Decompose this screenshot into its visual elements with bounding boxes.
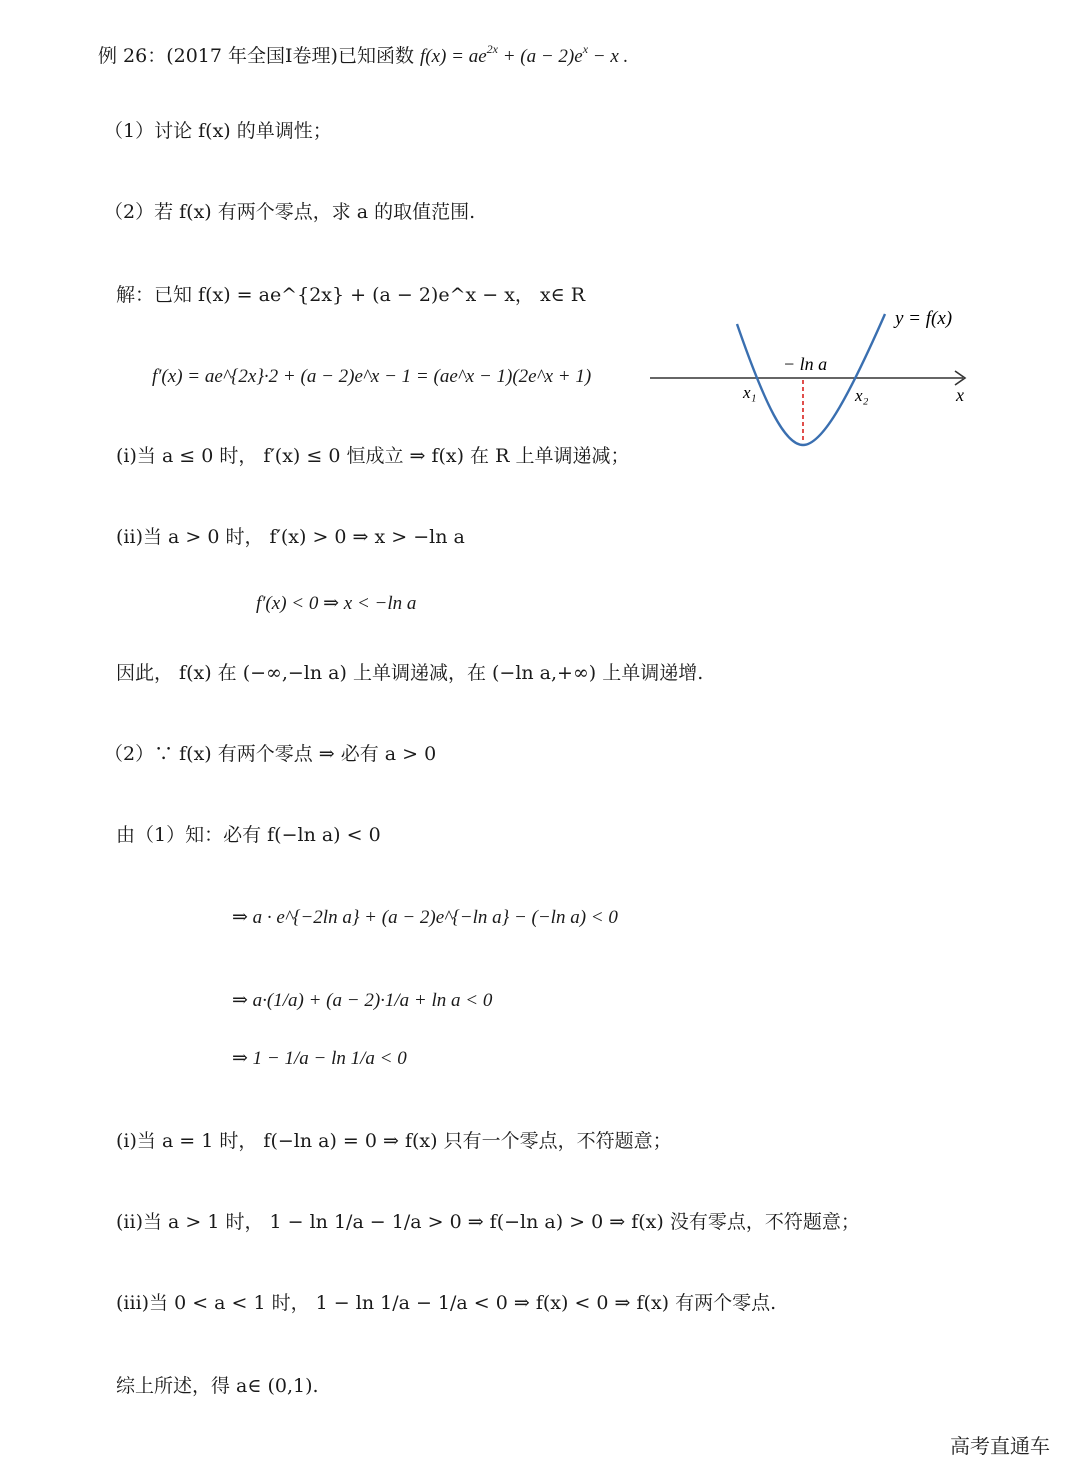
solution-intro: 解：已知 f(x) = ae^{2x} + (a − 2)e^x − x， x∈ R [116, 284, 586, 306]
x1-label: x₁ [743, 383, 757, 402]
watermark: 高考直通车 [950, 1434, 1050, 1458]
x2-label: x₂ [855, 386, 869, 405]
solution-step-1: ⇒ a · e^{−2ln a} + (a − 2)e^{−ln a} − (−ln a) < 0 [232, 907, 618, 928]
solution-from-1: 由（1）知：必有 f(−ln a) < 0 [116, 824, 381, 846]
solution-step-2: ⇒ a·(1/a) + (a − 2)·1/a + ln a < 0 [232, 990, 493, 1011]
solution-sub-ii: (ii)当 a > 1 时， 1 − ln 1/a − 1/a > 0 ⇒ f(−ln a) > 0 ⇒ f(x) 没有零点，不符题意； [116, 1211, 860, 1233]
solution-conclusion-1: 因此， f(x) 在 (−∞,−ln a) 上单调递减，在 (−ln a,+∞) 上单调递增. [116, 662, 704, 684]
solution-sub-i: (i)当 a = 1 时， f(−ln a) = 0 ⇒ f(x) 只有一个零点，不符题意； [116, 1130, 672, 1152]
function-graph [645, 300, 985, 460]
solution-step-3: ⇒ 1 − 1/a − ln 1/a < 0 [232, 1048, 407, 1069]
question-1: （1）讨论 f(x) 的单调性； [104, 120, 332, 142]
vertex-label: − ln a [783, 354, 828, 374]
curve-label: y = f(x) [895, 308, 953, 329]
example-formula-render: $f(x) = ae^{2x} + (a - 2)e^x - x$ . [420, 42, 629, 67]
example-prefix: 例 26：(2017 年全国Ⅰ卷理)已知函数 [98, 45, 414, 67]
solution-case-i: (i)当 a ≤ 0 时， f′(x) ≤ 0 恒成立 ⇒ f(x) 在 R 上单调递减； [116, 445, 630, 467]
example-header [98, 36, 628, 70]
solution-part2-start: （2）∵ f(x) 有两个零点 ⇒ 必有 a > 0 [104, 743, 437, 765]
solution-summary: 综上所述，得 a∈ (0,1). [116, 1375, 319, 1397]
solution-derivative: f′(x) = ae^{2x}·2 + (a − 2)e^x − 1 = (ae^x − 1)(2e^x + 1) [152, 366, 592, 387]
solution-case-ii-a: (ii)当 a > 0 时， f′(x) > 0 ⇒ x > −ln a [116, 526, 465, 548]
solution-sub-iii: (iii)当 0 < a < 1 时， 1 − ln 1/a − 1/a < 0 ⇒ f(x) < 0 ⇒ f(x) 有两个零点. [116, 1292, 777, 1314]
question-2: （2）若 f(x) 有两个零点，求 a 的取值范围. [104, 201, 476, 223]
solution-case-ii-b: f′(x) < 0 ⇒ x < −ln a [256, 593, 417, 614]
curve [737, 314, 885, 445]
axis-label: x [956, 385, 964, 405]
